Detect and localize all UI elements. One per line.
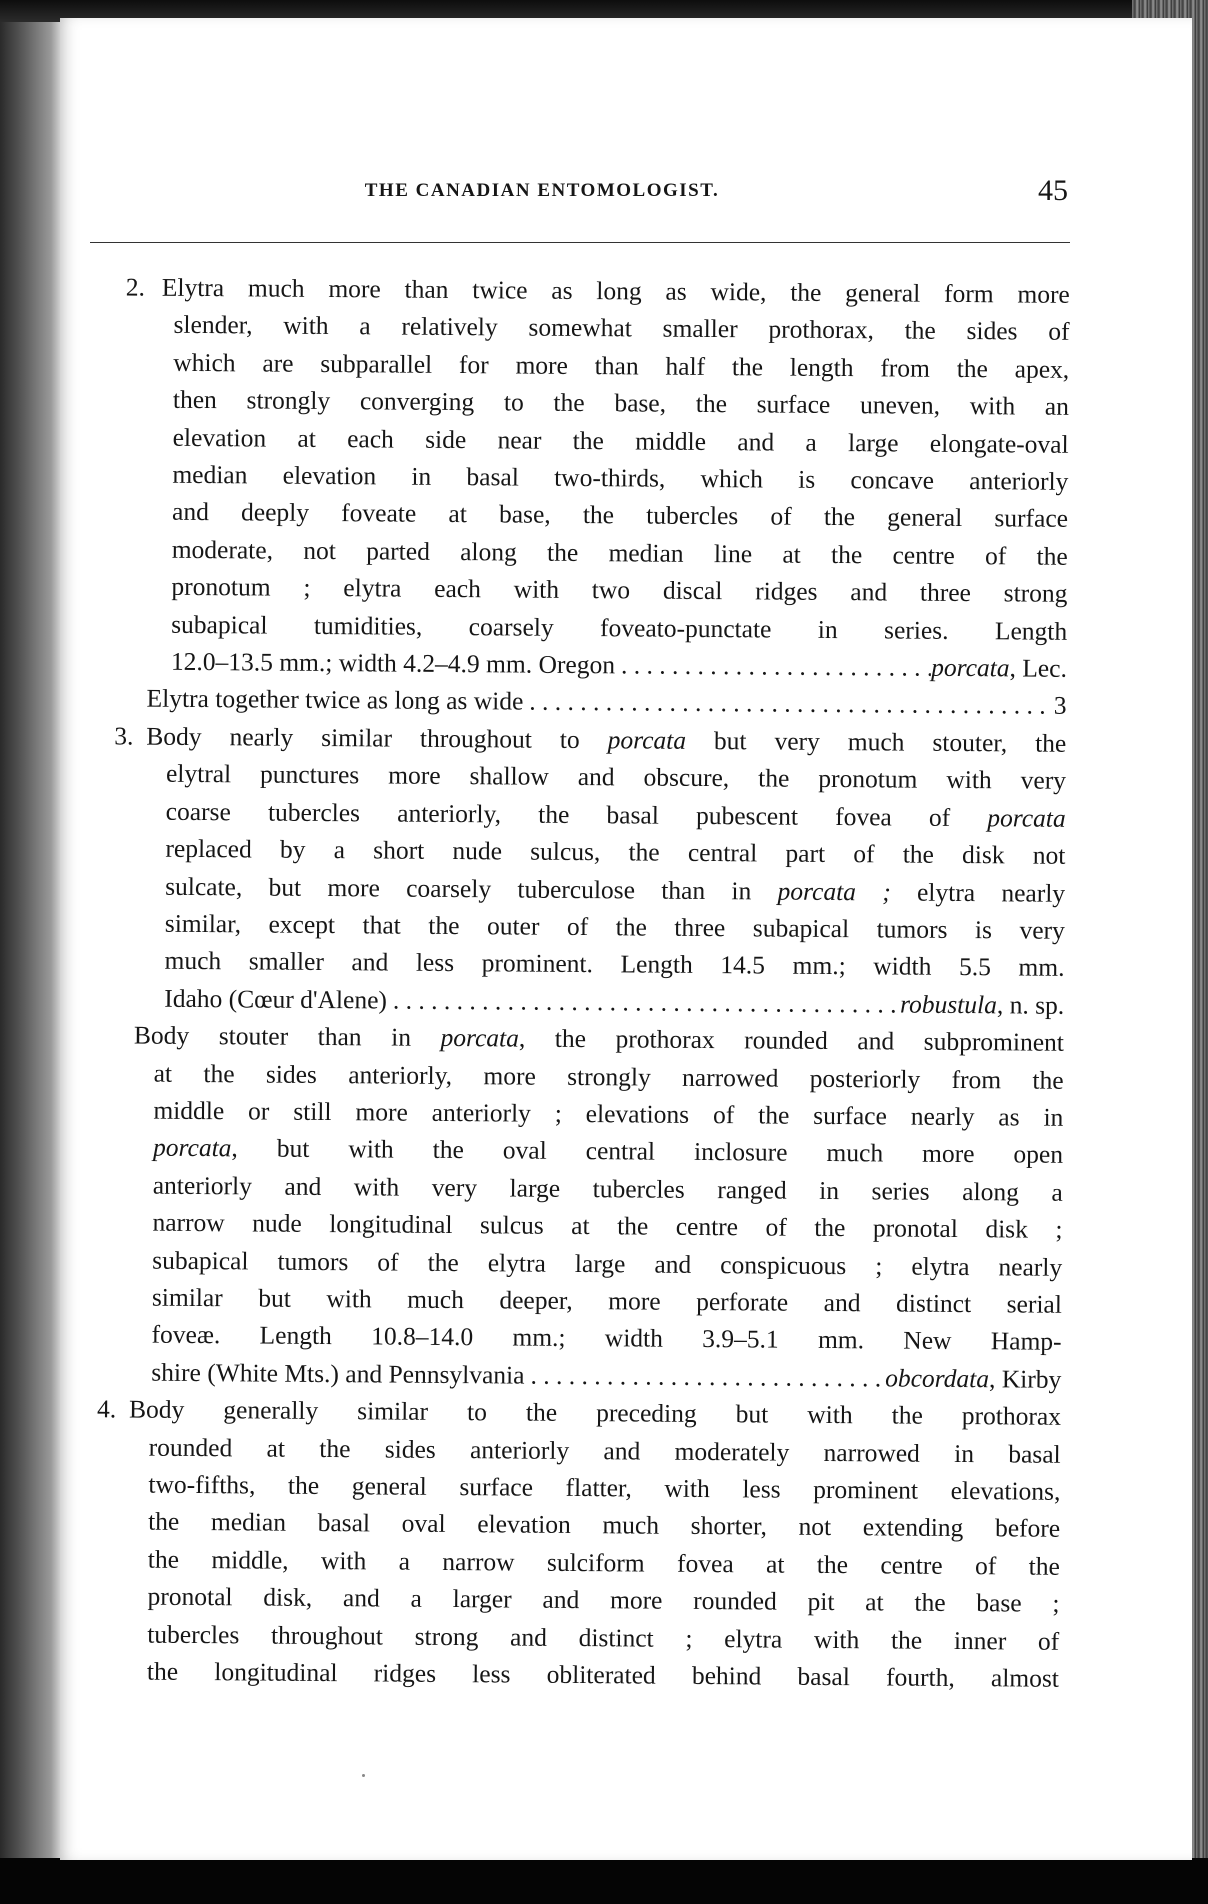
text-line: elevation at each side near the middle and a large elongate-oval <box>172 422 1069 459</box>
scan-bottom-border <box>0 1858 1208 1904</box>
leader-dots <box>523 683 1054 725</box>
text-line: rounded at the sides anteriorly and moderately narrowed in basal <box>148 1432 1061 1469</box>
text-line: middle or still more anteriorly ; elevations of the surface nearly as in <box>153 1095 1064 1132</box>
page-number: 45 <box>1038 174 1068 207</box>
species-author: , n. sp. <box>996 990 1065 1020</box>
text-line: moderate, not parted along the median line at the centre of the <box>171 534 1068 571</box>
text-line: foveæ. Length 10.8–14.0 mm.; width 3.9–5.1 mm. New Hamp- <box>151 1320 1062 1357</box>
key-entry-2 <box>67 268 1070 687</box>
text-line: replaced by a short nude sulcus, the central part of the disk not <box>165 833 1066 870</box>
couplet-reference: 3 <box>1053 691 1067 721</box>
text-line: Body nearly similar throughout to porcata but very much stouter, the <box>146 721 1067 758</box>
leader-dots <box>524 1356 885 1396</box>
text-line: at the sides anteriorly, more strongly narrowed posteriorly from the <box>153 1058 1064 1095</box>
species-name: porcata <box>931 652 1010 683</box>
text-line: Body stouter than in porcata, the prothorax rounded and subprominent <box>133 1020 1065 1057</box>
key-entry-3 <box>64 717 1066 1024</box>
text-line: Elytra much more than twice as long as wide, the general form more <box>161 272 1070 309</box>
text-line: two-fifths, the general surface flatter, with less prominent elevations, <box>148 1469 1061 1506</box>
species-name: robustula <box>899 989 998 1020</box>
text-line: narrow nude longitudinal sulcus at the centre of the pronotal disk ; <box>152 1207 1063 1244</box>
text-line: coarse tubercles anteriorly, the basal pubescent fovea of porcata <box>165 796 1066 833</box>
text-line: much smaller and less prominent. Length 14.5 mm.; width 5.5 mm. <box>164 946 1065 983</box>
text-line: porcata, but with the oval central inclosure much more open <box>152 1133 1064 1170</box>
text-line: then strongly converging to the base, the surface uneven, with an <box>172 385 1070 422</box>
text-line: sulcate, but more coarsely tuberculose than in porcata ; elytra nearly <box>165 871 1066 908</box>
couplet-text: Elytra together twice as long as wide <box>146 684 524 717</box>
key-text <box>59 268 1070 1697</box>
text-line: pronotal disk, and a larger and more rounded pit at the base ; <box>147 1581 1060 1619</box>
locality-text: shire (White Mts.) and Pennsylvania <box>151 1357 525 1390</box>
text-line: the longitudinal ridges less obliterated behind basal fourth, almost <box>146 1656 1060 1693</box>
book-spine-shadow <box>0 0 60 1904</box>
entry-number: 3. <box>114 721 134 751</box>
text-line: the middle, with a narrow sulciform fovea at the centre of the <box>147 1544 1060 1581</box>
text-line: similar but with much deeper, more perforate and distinct serial <box>151 1282 1063 1319</box>
species-name: obcordata <box>885 1363 990 1394</box>
text-line: and deeply foveate at base, the tubercles of the general surface <box>171 497 1069 534</box>
text-line: subapical tumidities, coarsely foveato-punctate in series. Length <box>171 609 1068 646</box>
text-line: tubercles throughout strong and distinct ; elytra with the inner of <box>147 1619 1060 1656</box>
journal-title: THE CANADIAN ENTOMOLOGIST. <box>364 180 720 201</box>
text-line: median elevation in basal two-thirds, which is concave anteriorly <box>172 459 1069 496</box>
entry-number: 4. <box>96 1394 117 1424</box>
running-header <box>112 174 1068 220</box>
species-author: , Kirby <box>988 1364 1062 1394</box>
key-entry-3-alt <box>61 1016 1064 1398</box>
locality-text: Idaho (Cœur d'Alene) <box>164 983 388 1015</box>
header-rule <box>90 242 1070 243</box>
key-entry-4 <box>59 1390 1061 1697</box>
leader-dots <box>387 981 900 1022</box>
paper-speck <box>362 1774 365 1777</box>
leader-dots <box>615 646 931 686</box>
book-page <box>60 18 1192 1860</box>
text-line: Body generally similar to the preceding but with the prothorax <box>128 1394 1062 1432</box>
text-line: pronotum ; elytra each with two discal ridges and three strong <box>171 572 1068 609</box>
text-line: similar, except that the outer of the three subapical tumors is very <box>164 908 1065 945</box>
species-author: , Lec. <box>1009 653 1067 683</box>
locality-text: 12.0–13.5 mm.; width 4.2–4.9 mm. Oregon <box>170 646 616 680</box>
text-line: subapical tumors of the elytra large and conspicuous ; elytra nearly <box>152 1245 1063 1282</box>
entry-number: 2. <box>125 272 146 302</box>
text-line: elytral punctures more shallow and obscure, the pronotum with very <box>165 759 1067 796</box>
text-line: anteriorly and with very large tubercles ranged in series along a <box>152 1170 1063 1207</box>
text-line: which are subparallel for more than half the length from the apex, <box>173 347 1070 384</box>
text-line: slender, with a relatively somewhat smaller prothorax, the sides of <box>173 310 1070 347</box>
text-line: the median basal oval elevation much shorter, not extending before <box>148 1507 1061 1544</box>
